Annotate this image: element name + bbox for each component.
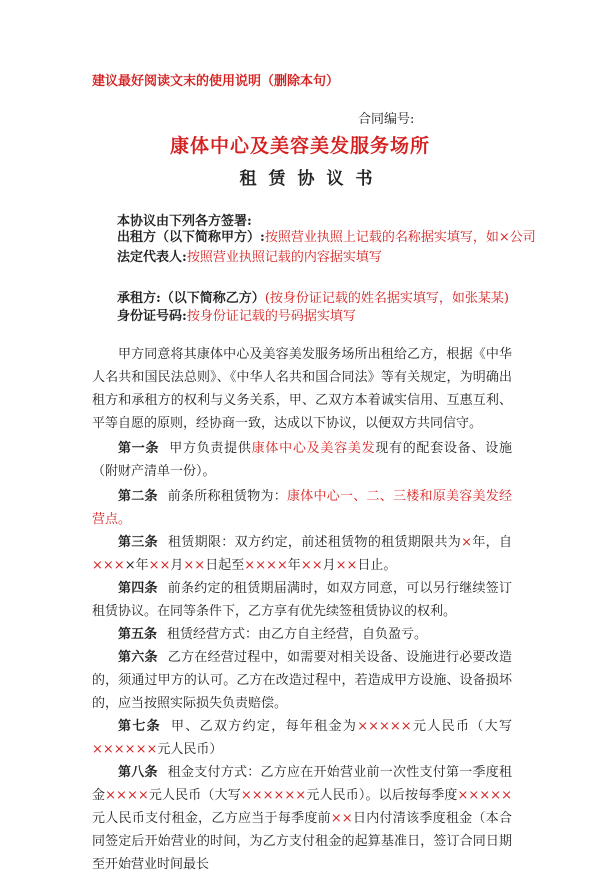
lessor-hint: 按照营业执照上记载的名称据实填写，如×公司 [264, 230, 536, 245]
article-red-text: 康体中心一、二、三楼和原美容美发经营点。 [92, 489, 512, 527]
article-number: 第一条 [118, 441, 160, 456]
article-text: 租金支付方式：乙方应在开始营业前一次性支付第一季度租金 [92, 765, 512, 803]
article-text: 元人民币（大写 [148, 788, 241, 803]
article-text: 前条所称租赁物为： [167, 489, 287, 504]
article-red-text: 康体中心及美容美发 [251, 441, 376, 456]
article-text: 年 [287, 558, 301, 573]
article-text: 元人民币） [157, 742, 223, 757]
article-3 [92, 531, 512, 577]
article-number: 第三条 [118, 535, 158, 550]
article-4 [92, 577, 512, 623]
article-text: 前条约定的租赁期届满时，如双方同意，可以另行继续签订租赁协议。在同等条件下，乙方享有优先续签租赁协议的权利。 [92, 581, 512, 619]
lessee-hint: (按身份证记载的姓名据实填写，如张某某) [264, 291, 509, 306]
article-text: 租赁期限：双方约定，前述租赁物的租赁期限共为 [167, 535, 462, 550]
article-8 [92, 761, 512, 876]
article-text: 现有的配套设备、设施（附财产清单一份）。 [92, 441, 512, 479]
lessor-line [117, 226, 536, 245]
article-text: 元人民币（大写 [411, 719, 512, 734]
article-number: 第四条 [118, 581, 158, 596]
article-text: 日内付清该季度租金（本合同签定后开始营业的时间，为乙方支付租金的起算基准日，签订合同日期至开始营业时间最长 [92, 811, 512, 872]
lessee-label: 承租方:（以下简称乙方） [117, 291, 265, 306]
blank: ×××× [92, 742, 136, 757]
id-hint: 按身份证记载的号码据实填写 [186, 309, 356, 324]
parties-intro: 本协议由下列各方签署: [117, 214, 252, 229]
lessee-line [117, 287, 509, 306]
blank: ×× [148, 558, 171, 573]
article-text: 元人民币支付租金，乙方应当于每季度前 [92, 811, 331, 826]
usage-note: 建议最好阅读文末的使用说明（删除本句） [92, 74, 340, 89]
article-text: 甲方负责提供 [169, 441, 252, 456]
article-text: 日起至 [205, 558, 245, 573]
blank: ×××× [244, 558, 288, 573]
legal-rep-hint: 按照营业执照记载的内容据实填写 [186, 250, 382, 265]
article-number: 第六条 [118, 650, 158, 665]
article-5 [92, 623, 512, 646]
contract-body [92, 343, 512, 876]
id-label: 身份证号码: [117, 309, 187, 324]
blank: × [461, 535, 472, 550]
blank: ×× [330, 811, 353, 826]
blank: ×× [126, 788, 149, 803]
document-subtitle: 租赁协议书 [239, 169, 385, 189]
blank: ×× [135, 742, 158, 757]
blank: ××××× [357, 719, 412, 734]
article-6 [92, 646, 512, 715]
preamble: 甲方同意将其康体中心及美容美发服务场所出租给乙方，根据《中华人名共和国民法总则》、《中华人名共和国合同法》等有关规定，为明确出租方和承租方的权利与义务关系，甲、乙双方本着诚实信用、互惠互利、平等自愿的原则，经协商一致，达成以下协议，以便双方共同信守。 [92, 347, 512, 431]
article-number: 第七条 [118, 719, 161, 734]
article-number: 第二条 [118, 489, 158, 504]
article-text: ×年 [124, 558, 149, 573]
article-number: 第八条 [118, 765, 158, 780]
legal-rep-label: 法定代表人: [117, 250, 187, 265]
document-title: 康体中心及美容美发服务场所 [169, 135, 430, 157]
id-line [117, 305, 356, 324]
blank: ×××××× [240, 788, 307, 803]
blank: ××× [92, 558, 125, 573]
article-text: 租赁经营方式：由乙方自主经营，自负盈亏。 [167, 627, 428, 642]
article-2 [92, 485, 512, 531]
article-text: 月 [322, 558, 336, 573]
blank: ×× [335, 558, 358, 573]
article-text: 月 [170, 558, 184, 573]
contract-number-label: 合同编号: [358, 112, 415, 127]
blank: ××××× [457, 788, 512, 803]
article-7 [92, 715, 512, 761]
article-1 [92, 437, 512, 483]
blank: ×× [300, 558, 323, 573]
article-text: 乙方在经营过程中，如需要对相关设备、设施进行必要改造的，须通过甲方的认可。乙方在改造过程中，若造成甲方设施、设备损坏的，应当按照实际损失负责赔偿。 [92, 650, 512, 711]
article-text: 甲、乙双方约定，每年租金为 [170, 719, 358, 734]
lessor-label: 出租方（以下简称甲方）: [117, 230, 265, 245]
article-number: 第五条 [118, 627, 158, 642]
blank: ×× [183, 558, 206, 573]
article-text: 年，自 [472, 535, 512, 550]
blank: ×× [105, 788, 127, 803]
legal-rep-line [117, 246, 382, 265]
article-text: 元人民币）。以后按每季度 [306, 788, 458, 803]
article-text: 日止。 [357, 558, 397, 573]
